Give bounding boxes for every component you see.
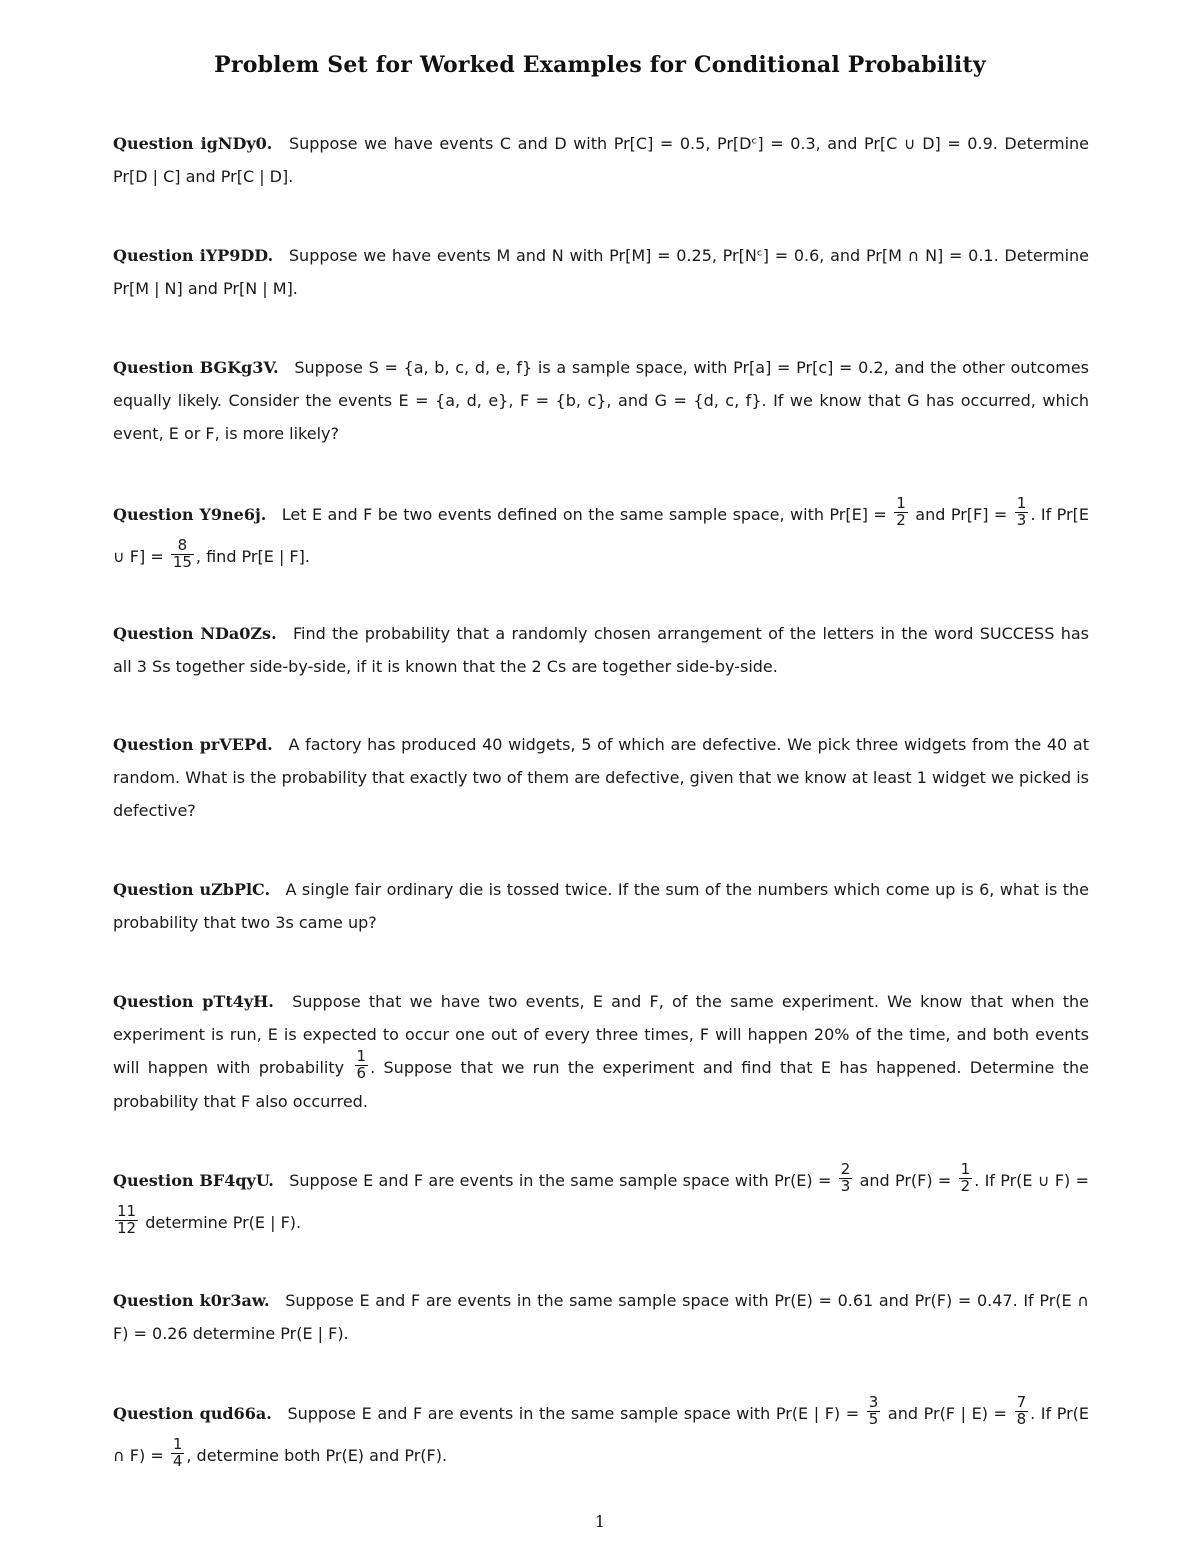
question-text: , determine both Pr(E) and Pr(F). (186, 1446, 448, 1465)
fraction: $\frac{1}{2}$ (896, 494, 906, 529)
question-id: Question NDa0Zs. (113, 624, 277, 643)
question-text: Find the probability that a randomly chosen arrangement of the letters in the word SUCCESS has all 3 Ss together side-by-side, if it is known that the 2 Cs are together side-by-side. (113, 624, 1090, 676)
question-id: Question pTt4yH. (113, 992, 274, 1011)
question-text: Suppose that we have two events, E and F, of the same experiment. We know that when the experiment is run, E is expected to occur one out of every three times, F will happen 20% of the time, and both events will happen with probability (113, 992, 1090, 1077)
page-title: Problem Set for Worked Examples for Conditional Probability (214, 52, 986, 78)
question-text: A factory has produced 40 widgets, 5 of which are defective. We pick three widgets from the 40 at random. What is the probability that exactly two of them are defective, given that we know at least 1 widget we picked is defective? (113, 735, 1089, 820)
question-text: Suppose we have events C and D with Pr[C] = 0.5, Pr[Dᶜ] = 0.3, and Pr[C ∪ D] = 0.9. Determine Pr[D | C] and Pr[C | D]. (113, 134, 1089, 186)
fraction: $\frac{8}{15}$ (172, 536, 192, 571)
question-text: and Pr(F) = (859, 1171, 952, 1190)
question-block (113, 494, 1089, 578)
question-text: A single fair ordinary die is tossed twice. If the sum of the numbers which come up is 6, what is the probability that two 3s came up? (113, 880, 1090, 932)
question-id: Question k0r3aw. (113, 1291, 270, 1310)
question-text: . If Pr[E ∪ F] = (113, 505, 1089, 566)
question-block (113, 985, 1089, 1118)
question-block (113, 239, 1089, 305)
question-text: and Pr(F | E) = (887, 1404, 1007, 1423)
question-id: Question BGKg3V. (113, 358, 279, 377)
fraction: $\frac{1}{4}$ (172, 1435, 183, 1470)
question-text: Suppose S = {a, b, c, d, e, f} is a sample space, with Pr[a] = Pr[c] = 0.2, and the other outcomes equally likely. Consider the events E = {a, d, e}, F = {b, c}, and G = {d, c, f}. If we know that G has occurred, which event, E or F, is more likely? (113, 358, 1089, 443)
question-text: . If Pr(E ∩ F) = (113, 1404, 1090, 1465)
question-id: Question prVEPd. (113, 735, 273, 754)
question-text: Suppose E and F are events in the same sample space with Pr(E | F) = (287, 1404, 860, 1423)
fraction: $\frac{3}{5}$ (868, 1393, 879, 1428)
question-block (113, 1393, 1089, 1477)
fraction: $\frac{7}{8}$ (1016, 1393, 1027, 1428)
question-id: Question qud66a. (113, 1404, 272, 1423)
fraction: $\frac{11}{12}$ (117, 1202, 137, 1237)
question-text: , find Pr[E | F]. (195, 547, 310, 566)
question-text: Suppose E and F are events in the same sample space with Pr(E) = 0.61 and Pr(F) = 0.47. If Pr(E ∩ F) = 0.26 determine Pr(E | F). (113, 1291, 1090, 1343)
question-id: Question BF4qyU. (113, 1171, 274, 1190)
question-id: Question Y9ne6j. (113, 505, 267, 524)
question-id: Question uZbPlC. (113, 880, 271, 899)
question-id: Question iYP9DD. (113, 246, 274, 265)
question-text: Suppose E and F are events in the same sample space with Pr(E) = (289, 1171, 832, 1190)
question-block (113, 873, 1089, 939)
fraction: $\frac{1}{3}$ (1016, 494, 1027, 529)
question-block (113, 351, 1089, 450)
question-id: Question igNDy0. (113, 134, 273, 153)
fraction: $\frac{1}{6}$ (356, 1047, 367, 1082)
question-text: . Suppose that we run the experiment and find that E has happened. Determine the probability that F also occurred. (113, 1058, 1090, 1111)
question-block (113, 1284, 1089, 1350)
question-text: . If Pr(E ∪ F) = (974, 1171, 1090, 1190)
question-text: determine Pr(E | F). (145, 1213, 302, 1232)
question-block (113, 728, 1089, 827)
page-number: 1 (594, 1512, 606, 1531)
question-text: Let E and F be two events defined on the same sample space, with Pr[E] = (281, 505, 887, 524)
fraction: $\frac{2}{3}$ (840, 1160, 851, 1195)
question-text: and Pr[F] = (915, 505, 1008, 524)
question-text: Suppose we have events M and N with Pr[M] = 0.25, Pr[Nᶜ] = 0.6, and Pr[M ∩ N] = 0.1. Determine Pr[M | N] and Pr[N | M]. (113, 246, 1089, 298)
question-block (113, 1160, 1089, 1244)
question-block (113, 617, 1089, 683)
question-block (113, 127, 1089, 193)
fraction: $\frac{1}{2}$ (960, 1160, 971, 1195)
